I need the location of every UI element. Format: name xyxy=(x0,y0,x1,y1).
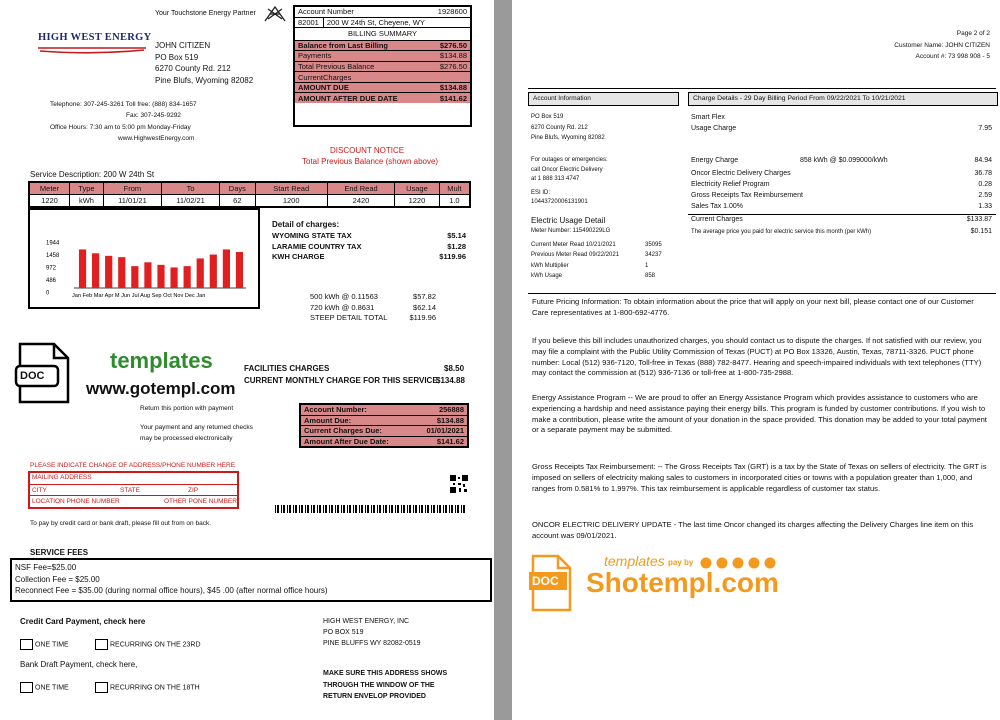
meter-header-cell: Usage xyxy=(395,182,439,195)
account-number-label: Account Number xyxy=(298,7,354,17)
stub-row: Current Charges Due: 01/01/2021 xyxy=(300,426,468,437)
fee-line: Collection Fee = $25.00 xyxy=(15,574,100,584)
fee-line: Reconnect Fee = $35.00 (during normal office hours), $45 .00 (after normal office hours) xyxy=(15,586,328,595)
account-info-header: Account Information xyxy=(528,92,679,106)
bill-page-2 xyxy=(512,0,1000,720)
service-fees-box xyxy=(10,558,492,602)
chart-y-tick: 1944 xyxy=(46,240,60,247)
usage-detail-rows xyxy=(531,240,679,281)
chart-y-tick: 1458 xyxy=(46,253,60,259)
chart-bar xyxy=(92,253,99,288)
pay-by-label: pay by xyxy=(668,558,694,567)
fax: Fax: 307-245-9292 xyxy=(126,112,181,119)
meter-header-cell: Mult xyxy=(439,182,470,195)
barcode xyxy=(275,505,467,513)
summary-row: Balance from Last Billing $276.50 xyxy=(295,40,470,51)
chart-bar xyxy=(118,257,125,288)
chart-y-tick: 0 xyxy=(46,290,50,297)
address-change-title: PLEASE INDICATE CHANGE OF ADDRESS/PHONE NUMBER HERE xyxy=(30,462,236,469)
chart-bar xyxy=(236,252,243,288)
fee-line: NSF Fee=$25.00 xyxy=(15,563,77,572)
usage-chart xyxy=(28,208,260,309)
energy-assistance-paragraph: Energy Assistance Program -- We are proud to offer an Energy Assistance Program which provides assistance to customers who are experiencing a hardship and need assistance paying their energy bills. This program is funded by customer contributions. If you wish to make a contribution, please write the amount of your donation in the space provided. This donation may be added to your total payment or a separate payment may be submitted. xyxy=(532,393,987,435)
processed-note-2: may be processed electronically xyxy=(140,435,233,442)
tier-row: STEEP DETAIL TOTAL $119.96 xyxy=(310,313,436,322)
bank-one-time[interactable]: ONE TIME xyxy=(20,682,69,693)
address-change-form[interactable] xyxy=(28,471,239,509)
current-charges-label: Current Charges xyxy=(691,216,743,223)
charge-detail-row: Oncor Electric Delivery Charges 36.78 xyxy=(691,170,992,177)
chart-bar xyxy=(223,249,230,288)
usage-bar-chart xyxy=(30,210,258,307)
discount-notice-title: DISCOUNT NOTICE xyxy=(330,146,405,155)
meter-cell: 2420 xyxy=(327,195,394,208)
credit-one-time[interactable]: ONE TIME xyxy=(20,639,69,650)
meter-cell: 11/01/21 xyxy=(103,195,161,208)
account-code: 82001 200 W 24th St, Cheyene, WY xyxy=(295,17,433,28)
charge-row: WYOMING STATE TAX $5.14 xyxy=(272,231,466,240)
discount-notice-text: Total Previous Balance (shown above) xyxy=(302,157,439,166)
energy-charge-label: Energy Charge xyxy=(691,157,739,164)
tier-row: 500 kWh @ 0.11563 $57.82 xyxy=(310,292,436,301)
meter-cell: 1.0 xyxy=(439,195,470,208)
meter-table xyxy=(28,181,471,208)
charge-details-header: Charge Details - 29 Day Billing Period From 09/22/2021 To 10/21/2021 xyxy=(688,92,998,106)
meter-number: Meter Number: 115490229LG xyxy=(531,228,611,234)
doc-file-icon: DOC xyxy=(14,342,72,404)
charge-detail-row: Sales Tax 1.00% 1.33 xyxy=(691,203,992,210)
account-address-line: Pine Blufs, Wyoming 82082 xyxy=(531,135,605,141)
watermark-url: www.gotempl.com xyxy=(86,379,236,398)
watermark-brand: Shotempl.com xyxy=(586,567,779,598)
meter-cell: kWh xyxy=(70,195,104,208)
chart-bar xyxy=(144,262,151,288)
service-fees-title: SERVICE FEES xyxy=(30,548,89,557)
telephone: Telephone: 307-245-3261 Toll free: (888) 834-1657 xyxy=(50,101,197,108)
meter-cell: 1200 xyxy=(255,195,327,208)
checkbox[interactable] xyxy=(95,682,108,693)
bank-recurring[interactable]: RECURRING ON THE 18TH xyxy=(95,682,200,693)
tier-list xyxy=(310,292,436,324)
meter-cell: 62 xyxy=(220,195,255,208)
credit-recurring[interactable]: RECURRING ON THE 23RD xyxy=(95,639,201,650)
meter-cell: 1220 xyxy=(395,195,439,208)
monthly-label: CURRENT MONTHLY CHARGE FOR THIS SERVICE xyxy=(244,376,438,385)
meter-header-cell: Days xyxy=(220,182,255,195)
average-price-label: The average price you paid for electric service this month (per kWh) xyxy=(691,229,872,235)
processed-note-1: Your payment and any returned checks xyxy=(140,424,253,431)
account-info-address xyxy=(531,112,605,144)
summary-row: AMOUNT AFTER DUE DATE $141.62 xyxy=(295,93,470,103)
stub-row: Account Number: 256888 xyxy=(300,404,468,415)
qr-code xyxy=(449,474,469,494)
remit-note: MAKE SURE THIS ADDRESS SHOWS THROUGH THE WINDOW OF THE RETURN ENVELOP PROVIDED xyxy=(323,670,448,700)
summary-row: Total Previous Balance $276.50 xyxy=(295,61,470,72)
monthly-value: $134.88 xyxy=(436,376,465,385)
mailing-address-field[interactable]: MAILING ADDRESS xyxy=(32,474,92,481)
billing-summary-table xyxy=(295,40,470,104)
meter-cell: 1220 xyxy=(29,195,70,208)
outage-info: For outages or emergencies: call Oncor Electric Delivery at 1 888 313 4747 ESI ID: 10443720006131901 xyxy=(531,157,608,205)
meter-header-cell: End Read xyxy=(327,182,394,195)
charge-row: KWH CHARGE $119.96 xyxy=(272,252,466,261)
usage-row: Current Meter Read 10/21/2021 35095 xyxy=(531,242,662,248)
checkbox[interactable] xyxy=(95,639,108,650)
usage-detail-title: Electric Usage Detail xyxy=(531,216,606,225)
chart-bar xyxy=(157,265,164,288)
customer-name: Customer Name: JOHN CITIZEN xyxy=(894,42,990,49)
doc-icon: DOC xyxy=(528,554,572,612)
usage-charge-label: Usage Charge xyxy=(691,125,737,132)
oncor-update-paragraph: ONCOR ELECTRIC DELIVERY UPDATE - The last time Oncor changed its charges affecting the Delivery Charges line item on this account was 09/01/2021. xyxy=(532,520,974,540)
charges-title: Detail of charges: xyxy=(272,220,340,229)
billing-summary-title: BILLING SUMMARY xyxy=(295,28,470,40)
chart-bar xyxy=(197,258,204,288)
bill-page-1 xyxy=(0,0,494,720)
grt-paragraph: Gross Receipts Tax Reimbursement: -- The Gross Receipts Tax (GRT) is a tax by the State of Texas on sellers of electricity. The GRT is imposed on sellers of electricity making sales to customers in incorporated cities or towns with a population greater than 1,000, and ranges from 0.581% to 1.997%. This tax reimbursement is applicable regardless of customer tax status. xyxy=(532,462,987,493)
meter-cell: 11/02/21 xyxy=(161,195,219,208)
facilities-label: FACILITIES CHARGES xyxy=(244,364,330,373)
summary-row: AMOUNT DUE $134.88 xyxy=(295,82,470,93)
credit-card-title: Credit Card Payment, check here xyxy=(20,617,146,626)
meter-header-cell: Type xyxy=(70,182,104,195)
chart-bar xyxy=(184,266,191,288)
energy-charge-rate: 858 kWh @ $0.099000/kWh xyxy=(800,157,888,164)
customer-address: JOHN CITIZEN PO Box 519 6270 County Rd. 212 Pine Blufs, Wyoming 82082 xyxy=(155,41,254,85)
chart-bar xyxy=(131,266,138,288)
company-logo: HIGH WEST ENERGY xyxy=(38,32,146,61)
energy-charge-value: 84.94 xyxy=(974,157,992,164)
account-number: Account #: 73 998 908 - 5 xyxy=(915,53,990,60)
return-note: Return this portion with payment xyxy=(140,405,234,412)
usage-row: kWh Multiplier 1 xyxy=(531,262,649,269)
usage-row: kWh Usage 858 xyxy=(531,272,656,279)
credit-note: To pay by credit card or bank draft, please fill out from on back. xyxy=(30,520,212,527)
service-description: Service Description: 200 W 24th St xyxy=(30,170,155,179)
usage-charge-value: 7.95 xyxy=(978,125,992,132)
tier-row: 720 kWh @ 0.8631 $62.14 xyxy=(310,302,436,312)
meter-header-cell: To xyxy=(161,182,219,195)
average-price-value: $0.151 xyxy=(970,228,992,235)
checkbox[interactable] xyxy=(20,682,33,693)
other-phone-field[interactable]: OTHER PONE NUMBER xyxy=(164,498,237,505)
facilities-value: $8.50 xyxy=(444,364,465,373)
bank-draft-title: Bank Draft Payment, check here, xyxy=(20,660,138,669)
chart-bar xyxy=(210,255,217,288)
chart-bar xyxy=(170,267,177,288)
chart-y-tick: 972 xyxy=(46,265,57,272)
summary-row: Payments $134.88 xyxy=(295,51,470,62)
charge-detail-rows xyxy=(691,168,992,212)
future-pricing-paragraph: Future Pricing Information: To obtain information about the price that will apply on your next bill, please contact one of our Customer Care representatives at 1-800-692-4776. xyxy=(532,297,974,317)
account-number-value: 1928600 xyxy=(437,7,467,17)
meter-header-cell: Meter xyxy=(29,182,70,195)
meter-header-cell: From xyxy=(103,182,161,195)
usage-row: Previous Meter Read 09/22/2021 34237 xyxy=(531,252,662,259)
watermark-top: templates xyxy=(604,553,665,569)
account-summary-box xyxy=(293,5,472,127)
checkbox[interactable] xyxy=(20,639,33,650)
smart-flex: Smart Flex xyxy=(691,114,725,121)
summary-row: CurrentCharges xyxy=(295,72,470,83)
charge-detail-row: Electricity Relief Program 0.28 xyxy=(691,181,992,188)
watermark-title: templates xyxy=(110,348,213,373)
location-phone-field[interactable]: LOCATION PHONE NUMBER xyxy=(32,498,120,505)
charges-list xyxy=(272,231,466,263)
current-charges-value: $133.87 xyxy=(966,216,992,223)
charges-rule xyxy=(688,214,996,215)
city-field[interactable]: CITY xyxy=(32,486,47,494)
page-number: Page 2 of 2 xyxy=(956,30,990,37)
tagline: Your Touchstone Energy Partner xyxy=(155,10,256,17)
chart-y-tick: 486 xyxy=(46,278,57,284)
meter-header-cell: Start Read xyxy=(255,182,327,195)
touchstone-logo-icon xyxy=(264,4,286,22)
chart-bar xyxy=(105,256,112,288)
zip-field[interactable]: ZIP xyxy=(188,486,199,494)
charge-detail-row: Gross Receipts Tax Reimbursement 2.59 xyxy=(691,192,992,199)
payment-stub-table xyxy=(299,403,469,448)
office-hours: Office Hours: 7:30 am to 5:00 pm Monday-Friday xyxy=(50,124,191,131)
stub-row: Amount Due: $134.88 xyxy=(300,415,468,426)
top-rule xyxy=(528,88,996,89)
chart-bar xyxy=(79,249,86,288)
chart-x-labels: Jan Feb Mar Apr M Jun Jul Aug Sep Oct Nov Dec Jan xyxy=(72,293,206,299)
stub-row: Amount After Due Date: $141.62 xyxy=(300,436,468,447)
account-address-line: PO Box 519 xyxy=(531,114,564,120)
mid-rule xyxy=(528,293,996,294)
dispute-paragraph: If you believe this bill includes unauthorized charges, you should contact us to dispute the charges. If not satisfied with our review, you may file a complaint with the Public Utility Commission of Texas (PUCT) at PO Box 13326, Austin, Texas, 78711-3326. PUCT phone number: Local (512) 936-7120, Toll-free in Texas (888) 782-8477. Hearing and speech-impaired individuals with text telephones (TTY) may contact the commission at (512) 936-7136 or toll-free at 1-800-735-2988. xyxy=(532,336,982,378)
website: www.HighwestEnergy.com xyxy=(118,135,195,142)
remit-address: HIGH WEST ENERGY, INC PO BOX 519 PINE BLUFFS WY 82082-0519 xyxy=(323,618,421,647)
account-address-line: 6270 County Rd. 212 xyxy=(531,124,588,131)
state-field[interactable]: STATE xyxy=(120,486,140,494)
charge-row: LARAMIE COUNTRY TAX $1.28 xyxy=(272,241,466,251)
